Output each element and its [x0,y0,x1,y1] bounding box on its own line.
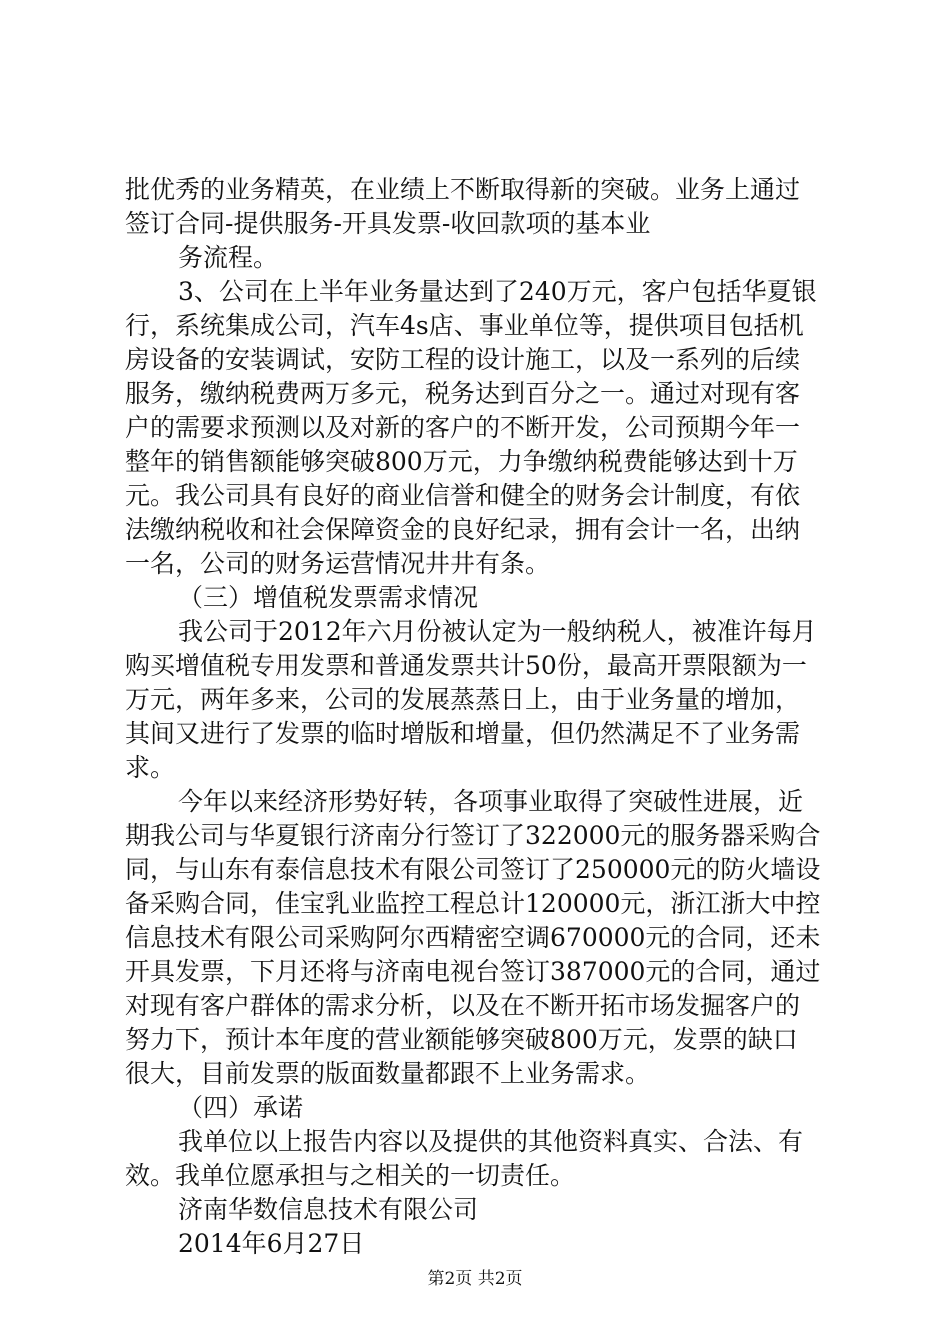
section-heading: （三）增值税发票需求情况 [178,583,479,612]
body-text-line: 信息技术有限公司采购阿尔西精密空调670000元的合同，还未 [125,923,821,952]
body-text-line: 效。我单位愿承担与之相关的一切责任。 [125,1161,576,1190]
body-text-line: 批优秀的业务精英，在业绩上不断取得新的突破。业务上通过 [125,175,801,204]
body-text-line: 求。 [125,753,176,782]
body-text-line: 购买增值税专用发票和普通发票共计50份，最高开票限额为一 [125,651,807,680]
body-text-line: 备采购合同，佳宝乳业监控工程总计120000元，浙江浙大中控 [125,889,821,918]
body-text-line: 很大，目前发票的版面数量都跟不上业务需求。 [125,1059,651,1088]
page-footer: 第2页 共2页 [427,1269,523,1289]
body-text-line: 其间又进行了发票的临时增版和增量，但仍然满足不了业务需 [125,719,801,748]
body-text-line: 户的需要求预测以及对新的客户的不断开发，公司预期今年一 [125,413,801,442]
body-text-line: 开具发票，下月还将与济南电视台签订387000元的合同，通过 [125,957,821,986]
body-text-line: 元。我公司具有良好的商业信誉和健全的财务会计制度，有依 [125,481,801,510]
signature-company: 济南华数信息技术有限公司 [178,1195,479,1224]
body-text-line: 今年以来经济形势好转，各项事业取得了突破性进展，近 [178,787,804,816]
body-text-line: 3、公司在上半年业务量达到了240万元，客户包括华夏银 [178,277,817,306]
signature-date: 2014年6月27日 [178,1229,365,1258]
body-text-line: 服务，缴纳税费两万多元，税务达到百分之一。通过对现有客 [125,379,801,408]
body-text-line: 签订合同-提供服务-开具发票-收回款项的基本业 [125,209,651,238]
body-text-line: 房设备的安装调试，安防工程的设计施工，以及一系列的后续 [125,345,801,374]
body-text-line: 一名，公司的财务运营情况井井有条。 [125,549,551,578]
body-text-line: 同，与山东有泰信息技术有限公司签订了250000元的防火墙设 [125,855,821,884]
body-text-line: 法缴纳税收和社会保障资金的良好纪录，拥有会计一名，出纳 [125,515,801,544]
body-text-line: 整年的销售额能够突破800万元，力争缴纳税费能够达到十万 [125,447,798,476]
body-text-line: 期我公司与华夏银行济南分行签订了322000元的服务器采购合 [125,821,821,850]
body-text-line: 万元，两年多来，公司的发展蒸蒸日上，由于业务量的增加， [125,685,801,714]
section-heading: （四）承诺 [178,1093,304,1122]
body-text-line: 努力下，预计本年度的营业额能够突破800万元，发票的缺口 [125,1025,798,1054]
body-text-line: 务流程。 [178,243,279,272]
body-text-line: 我公司于2012年六月份被认定为一般纳税人，被准许每月 [178,617,817,646]
body-text-line: 对现有客户群体的需求分析，以及在不断开拓市场发掘客户的 [125,991,801,1020]
body-text-line: 行，系统集成公司，汽车4s店、事业单位等，提供项目包括机 [125,311,804,340]
body-text-line: 我单位以上报告内容以及提供的其他资料真实、合法、有 [178,1127,804,1156]
